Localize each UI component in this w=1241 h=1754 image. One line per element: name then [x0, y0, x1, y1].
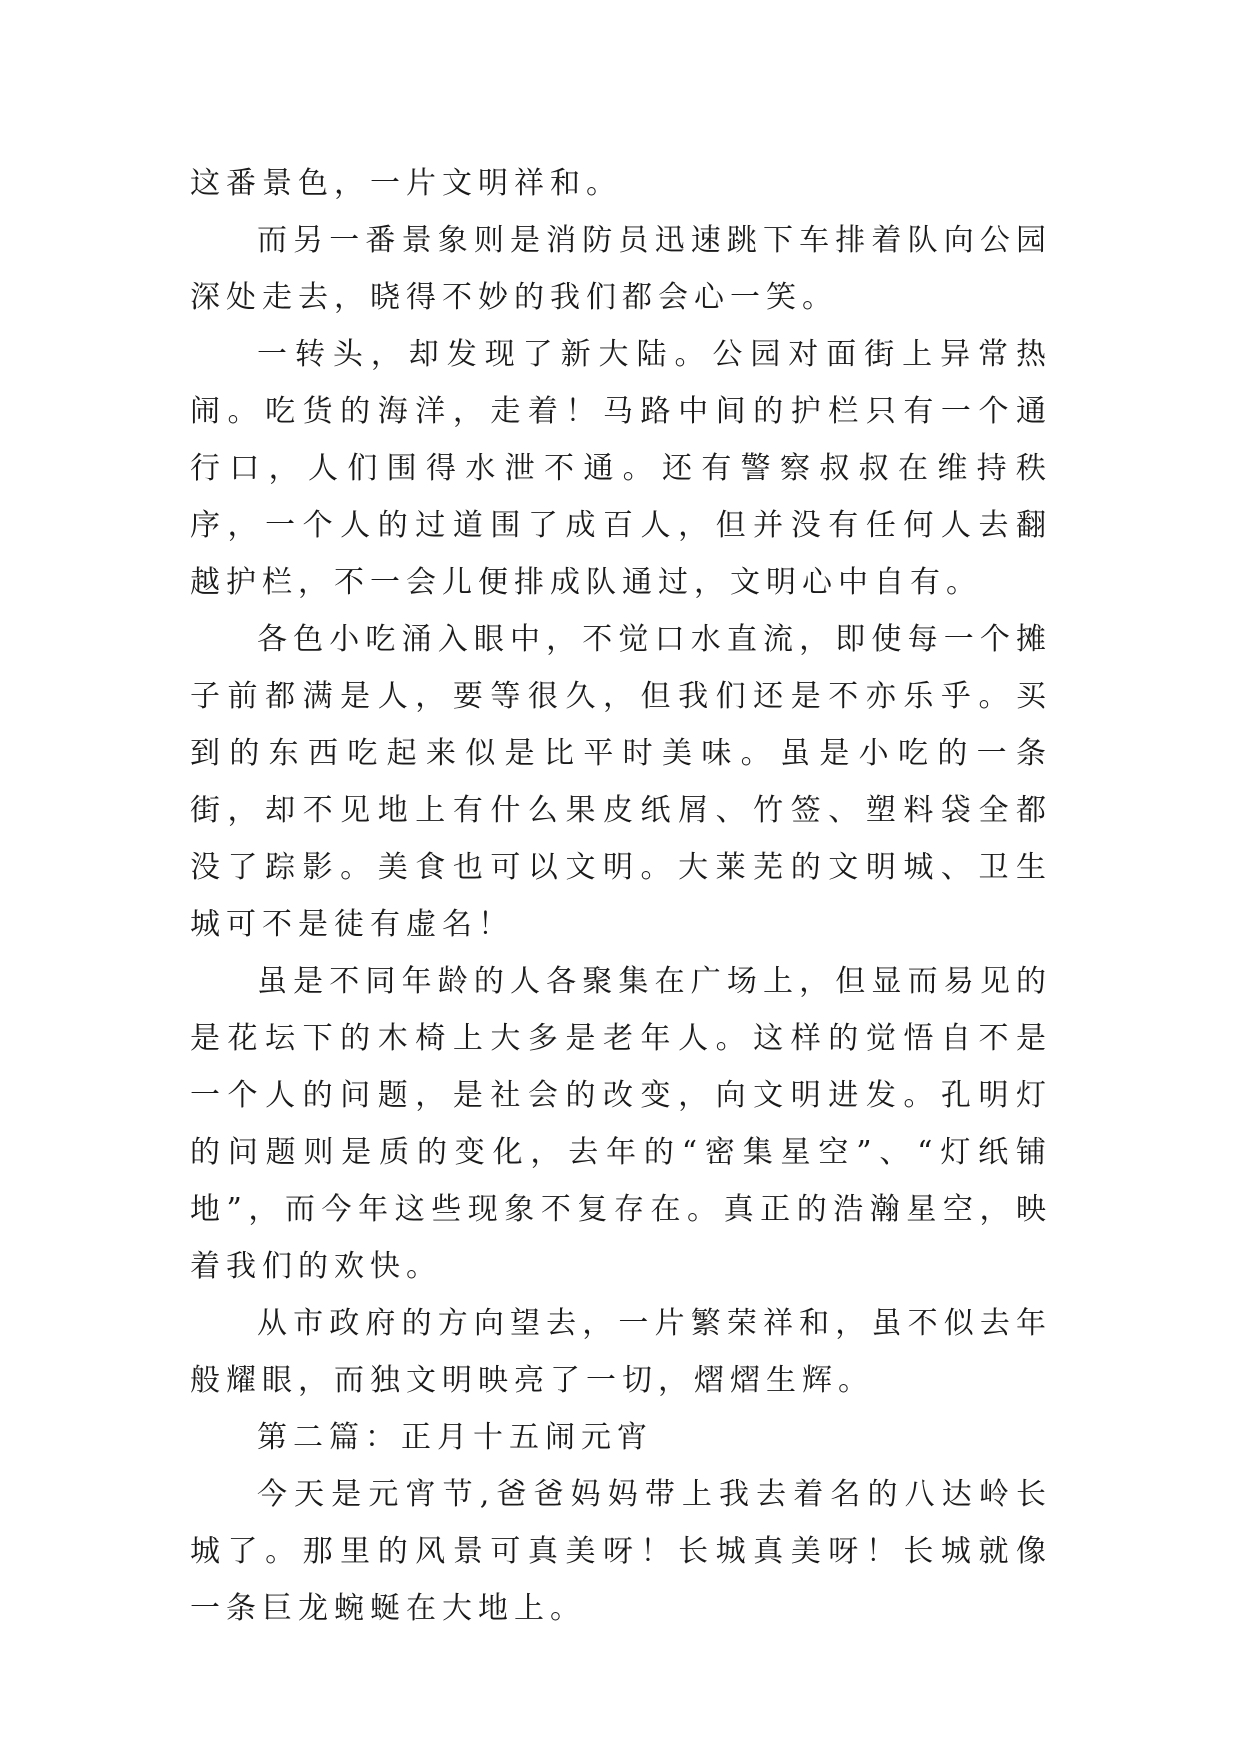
document-body: [190, 155, 1052, 1637]
paragraph: 从市政府的方向望去，一片繁荣祥和，虽不似去年般耀眼，而独文明映亮了一切，熠熠生辉。: [190, 1306, 1052, 1398]
paragraph: 一转头，却发现了新大陆。公园对面街上异常热闹。吃货的海洋，走着！马路中间的护栏只有一个通行口，人们围得水泄不通。还有警察叔叔在维持秩序，一个人的过道围了成百人，但并没有任何人去翻越护栏，不一会儿便排成队通过，文明心中自有。: [190, 337, 1052, 600]
paragraph: 这番景色，一片文明祥和。: [190, 166, 622, 201]
paragraph: 虽是不同年龄的人各聚集在广场上，但显而易见的是花坛下的木椅上大多是老年人。这样的觉悟自不是一个人的问题，是社会的改变，向文明进发。孔明灯的问题则是质的变化，去年的“密集星空”、“灯纸铺地”，而今年这些现象不复存在。真正的浩瀚星空，映着我们的欢快。: [190, 964, 1052, 1284]
paragraph: 而另一番景象则是消防员迅速跳下车排着队向公园深处走去，晓得不妙的我们都会心一笑。: [190, 223, 1052, 315]
paragraph: 今天是元宵节,爸爸妈妈带上我去着名的八达岭长城了。那里的风景可真美呀！长城真美呀！长城就像一条巨龙蜿蜒在大地上。: [190, 1477, 1052, 1626]
section-heading: 第二篇：正月十五闹元宵: [257, 1420, 653, 1455]
paragraph: 各色小吃涌入眼中，不觉口水直流，即使每一个摊子前都满是人，要等很久，但我们还是不亦乐乎。买到的东西吃起来似是比平时美味。虽是小吃的一条街，却不见地上有什么果皮纸屑、竹签、塑料袋全都没了踪影。美食也可以文明。大莱芜的文明城、卫生城可不是徒有虚名！: [190, 622, 1052, 942]
